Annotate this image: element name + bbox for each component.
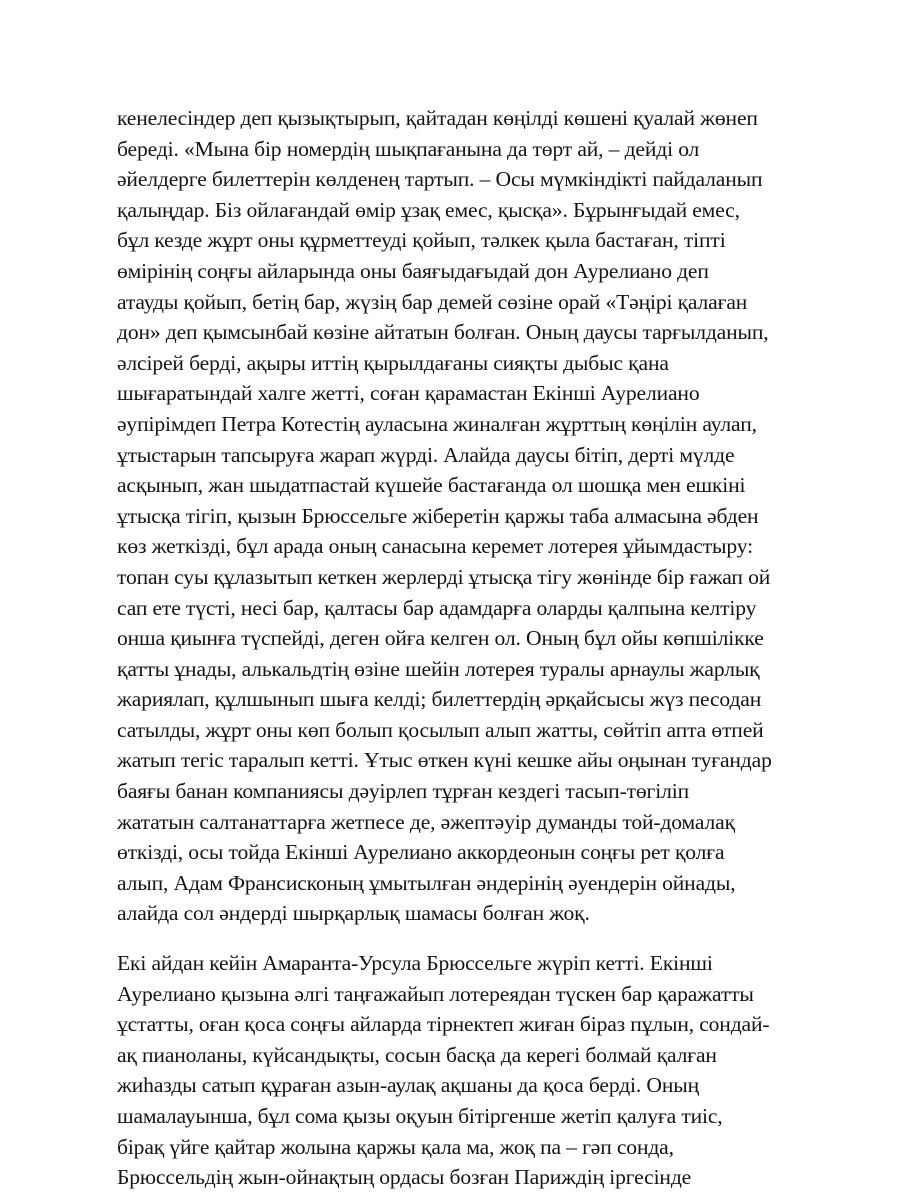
text-line: сап ете түсті, несі бар, қалтасы бар адамдарға оларды қалпына келтіру [117, 595, 757, 620]
text-line: Екі айдан кейін Амаранта-Урсула Брюссельге жүріп кетті. Екінші [117, 951, 713, 976]
text-line: дон» деп қымсынбай көзіне айтатын болған. Оның даусы тарғылданып, [117, 320, 769, 345]
text-line: бірақ үйге қайтар жолына қаржы қала ма, жоқ па – гәп сонда, [117, 1134, 674, 1159]
text-line: жиһазды сатып құраған азын-аулақ ақшаны да қоса берді. Оның [117, 1073, 700, 1098]
text-line: алайда сол әндерді шырқарлық шамасы болған жоқ. [117, 901, 590, 926]
text-line: топан суы құлазытып кеткен жерлерді ұтысқа тігу жөнінде бір ғажап ой [117, 564, 771, 589]
text-line: бұл кезде жұрт оны құрметтеуді қойып, тәлкек қыла бастаған, тіпті [117, 228, 726, 253]
text-line: көз жеткізді, бұл арада оның санасына керемет лотерея ұйымдастыру: [117, 534, 753, 559]
text-line: өткізді, осы тойда Екінші Аурелиано аккордеонын соңғы рет қолға [117, 840, 725, 865]
text-line: атауды қойып, бетің бар, жүзің бар демей сөзіне орай «Тәңірі қалаған [117, 289, 748, 314]
text-line: асқынып, жан шыдатпастай күшейе бастағанда ол шошқа мен ешкіні [117, 473, 746, 498]
text-line: әйелдерге билеттерін көлденең тартып. – Осы мүмкіндікті пайдаланып [117, 167, 763, 192]
text-line: өмірінің соңғы айларында оны баяғыдағыдай дон Аурелиано деп [117, 258, 709, 283]
text-line: ұтыстарын тапсыруға жарап жүрді. Алайда даусы бітіп, дерті мүлде [117, 442, 735, 467]
text-line: ақ пианоланы, күйсандықты, сосын басқа да керегі болмай қалған [117, 1042, 717, 1067]
document-page [117, 103, 817, 1193]
text-line: шамалауынша, бұл сома қызы оқуын бітіргенше жетіп қалуға тиіс, [117, 1104, 723, 1128]
text-line: береді. «Мына бір номердің шықпағанына да төрт ай, – дейді ол [117, 136, 700, 161]
text-line: сатылды, жұрт оны көп болып қосылып алып жатты, сөйтіп апта өтпей [117, 717, 764, 742]
text-line: ұтысқа тігіп, қызын Брюссельге жіберетін қаржы таба алмасына әбден [117, 503, 759, 528]
paragraph-1 [117, 103, 817, 929]
text-line: қалыңдар. Біз ойлағандай өмір ұзақ емес, қысқа». Бұрынғыдай емес, [117, 197, 740, 222]
text-line: жатып тегіс таралып кетті. Ұтыс өткен күні кешке айы оңынан туғандар [117, 748, 772, 773]
text-line: баяғы банан компаниясы дәуірлеп тұрған кездегі тасып-төгіліп [117, 779, 689, 804]
paragraph-2 [117, 948, 817, 1193]
text-line: Брюссельдің жын-ойнақтың ордасы бозған Париждің іргесінде [117, 1165, 692, 1190]
text-line: жариялап, құлшынып шыға келді; билеттердің әрқайсысы жүз песодан [117, 687, 762, 712]
text-line: шығаратындай халге жетті, соған қарамастан Екінші Аурелиано [117, 381, 700, 406]
text-line: әупірімдеп Петра Котестің ауласына жиналған жұрттың көңілін аулап, [117, 411, 757, 436]
text-line: жататын салтанаттарға жетпесе де, әжептәуір думанды той-домалақ [117, 809, 735, 834]
text-line: әлсірей берді, ақыры иттің қырылдағаны сияқты дыбыс қана [117, 350, 669, 375]
text-line: қатты ұнады, алькальдтің өзіне шейін лотерея туралы арнаулы жарлық [117, 656, 760, 681]
text-line: онша қиынға түспейді, деген ойға келген ол. Оның бұл ойы көпшілікке [117, 626, 764, 651]
text-line: кенелесіндер деп қызықтырып, қайтадан көңілді көшені қуалай жөнеп [117, 106, 758, 130]
text-line: алып, Адам Франсисконың ұмытылған әндерінің әуендерін ойнады, [117, 870, 736, 895]
text-line: Аурелиано қызына әлгі таңғажайып лотереядан түскен бар қаражатты [117, 981, 754, 1006]
text-line: ұстатты, оған қоса соңғы айларда тірнектеп жиған біраз пұлын, сондай- [117, 1012, 770, 1037]
